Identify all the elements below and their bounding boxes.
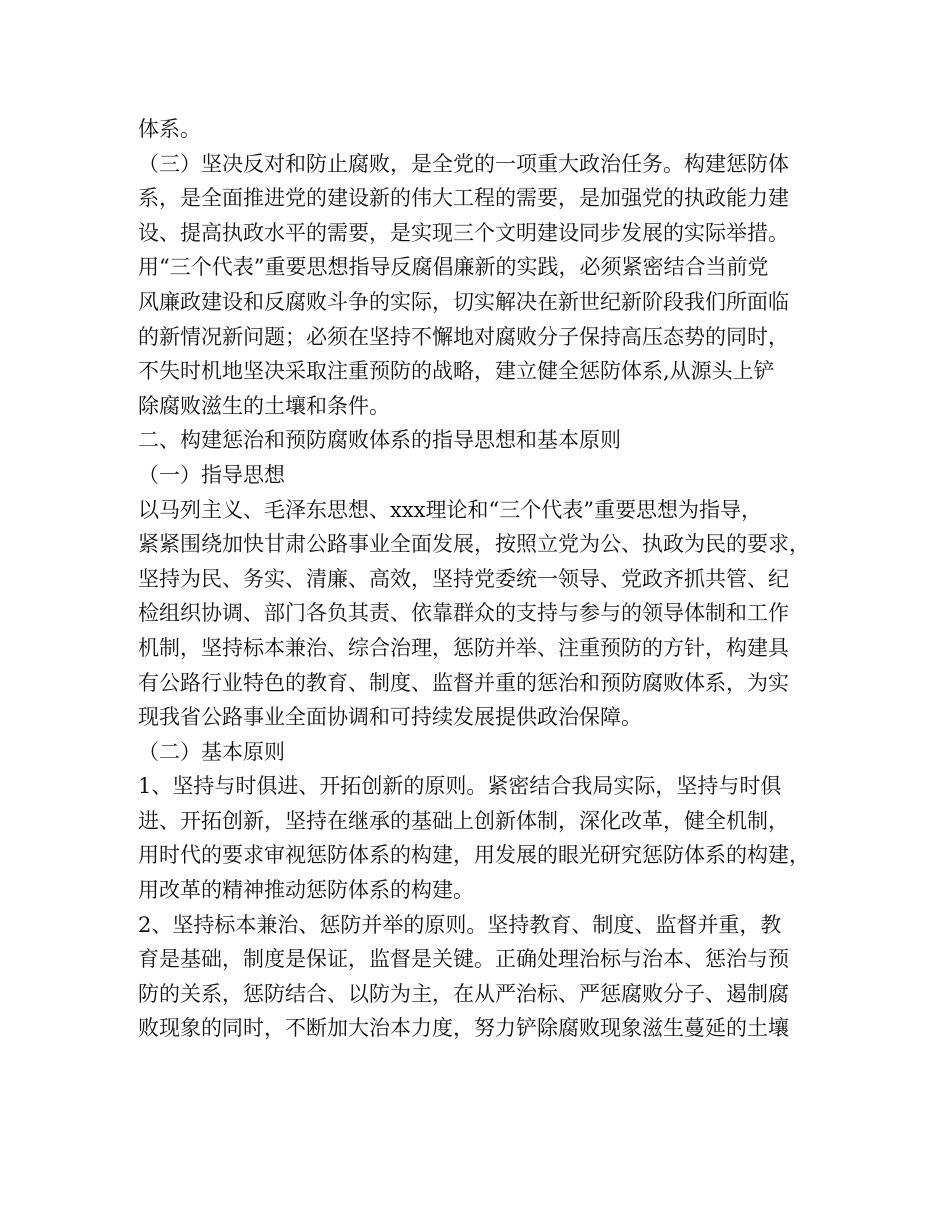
text-line: 设、提高执政水平的需要，是实现三个文明建设同步发展的实际举措。	[138, 220, 789, 245]
section-heading: 二、构建惩治和预防腐败体系的指导思想和基本原则	[138, 428, 621, 453]
text-line: 有公路行业特色的教育、制度、监督并重的惩治和预防腐败体系，为实	[138, 670, 789, 695]
text-line: （三）坚决反对和防止腐败，是全党的一项重大政治任务。构建惩防体	[138, 151, 789, 176]
text-line: 2、坚持标本兼治、惩防并举的原则。坚持教育、制度、监督并重，教	[138, 912, 782, 937]
subsection-heading: （二）基本原则	[138, 739, 285, 764]
text-line: 进、开拓创新，坚持在继承的基础上创新体制，深化改革，健全机制，	[138, 808, 789, 833]
text-line: 检组织协调、部门各负其责、依靠群众的支持与参与的领导体制和工作	[138, 601, 789, 626]
text-line: 用时代的要求审视惩防体系的构建，用发展的眼光研究惩防体系的构建，	[138, 843, 810, 868]
text-line: 除腐败滋生的土壤和条件。	[138, 393, 390, 418]
text-line: 以马列主义、毛泽东思想、xxx理论和“三个代表”重要思想为指导，	[138, 497, 762, 522]
text-line: 机制，坚持标本兼治、综合治理，惩防并举、注重预防的方针，构建具	[138, 635, 789, 660]
text-line: 1、坚持与时俱进、开拓创新的原则。紧密结合我局实际，坚持与时俱	[138, 774, 782, 799]
text-line: 紧紧围绕加快甘肃公路事业全面发展，按照立党为公、执政为民的要求，	[138, 532, 810, 557]
text-line: 用改革的精神推动惩防体系的构建。	[138, 878, 474, 903]
text-line: 防的关系，惩防结合、以防为主，在从严治标、严惩腐败分子、遏制腐	[138, 981, 789, 1006]
text-line: 系，是全面推进党的建设新的伟大工程的需要，是加强党的执政能力建	[138, 186, 789, 211]
subsection-heading: （一）指导思想	[138, 462, 285, 487]
text-line: 育是基础，制度是保证，监督是关键。正确处理治标与治本、惩治与预	[138, 947, 789, 972]
text-line: 用“三个代表”重要思想指导反腐倡廉新的实践，必须紧密结合当前党	[138, 255, 769, 280]
text-line: 风廉政建设和反腐败斗争的实际，切实解决在新世纪新阶段我们所面临	[138, 289, 789, 314]
text-line: 现我省公路事业全面协调和可持续发展提供政治保障。	[138, 705, 642, 730]
document-body	[138, 112, 828, 1046]
text-line: 体系。	[138, 117, 201, 141]
text-line: 的新情况新问题；必须在坚持不懈地对腐败分子保持高压态势的同时，	[138, 324, 789, 349]
text-line: 败现象的同时，不断加大治本力度，努力铲除腐败现象滋生蔓延的土壤	[138, 1016, 789, 1041]
text-line: 坚持为民、务实、清廉、高效，坚持党委统一领导、党政齐抓共管、纪	[138, 566, 789, 591]
text-line: 不失时机地坚决采取注重预防的战略，建立健全惩防体系,从源头上铲	[138, 359, 775, 384]
